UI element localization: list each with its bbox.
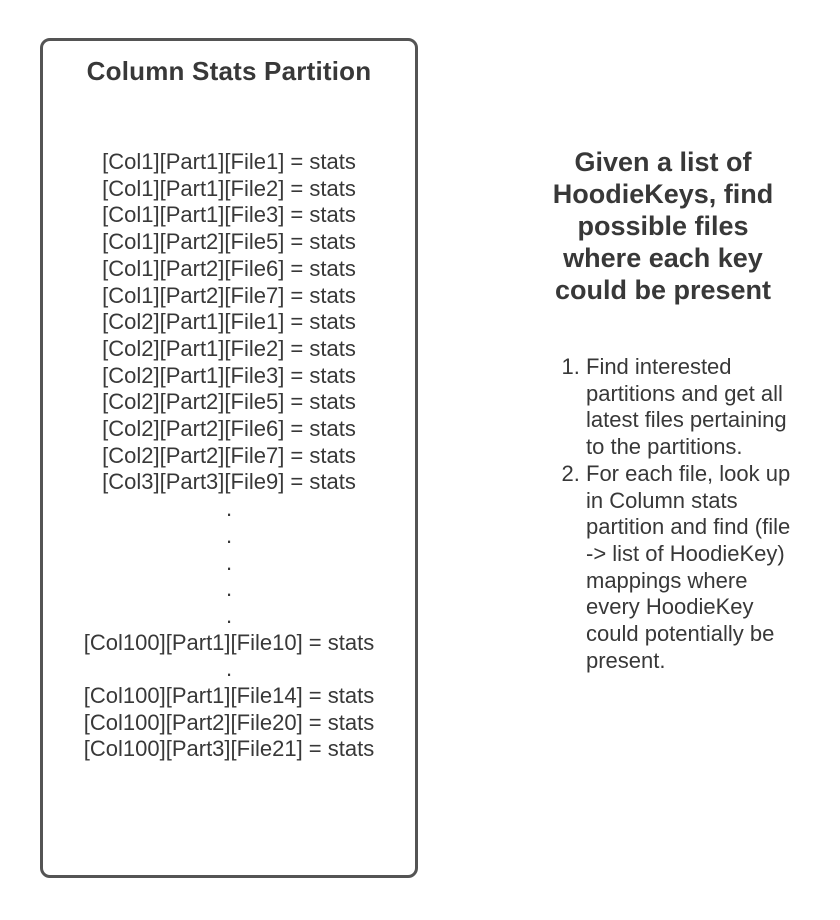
stats-entry: [Col1][Part1][File3] = stats bbox=[102, 202, 356, 228]
stats-entry: . bbox=[225, 656, 233, 682]
annotation-heading-line: Given a list of bbox=[574, 147, 752, 177]
stats-entry: [Col1][Part1][File2] = stats bbox=[102, 175, 356, 201]
stats-entry: . bbox=[225, 576, 233, 602]
stats-entry: . bbox=[225, 549, 233, 575]
column-stats-partition-box bbox=[40, 38, 418, 878]
stats-entry: [Col100][Part2][File20] = stats bbox=[83, 709, 375, 735]
annotation-heading-line: HoodieKeys, find bbox=[552, 179, 774, 209]
lookup-step: 1. Find interested partitions and get all latest files pertaining to the partitions. bbox=[586, 354, 794, 461]
box-title: Column Stats Partition bbox=[86, 56, 372, 86]
stats-entry: [Col1][Part2][File5] = stats bbox=[102, 229, 356, 255]
annotation-column bbox=[532, 146, 794, 674]
stats-entry: [Col2][Part2][File6] = stats bbox=[102, 416, 356, 442]
stats-entry: [Col2][Part1][File1] = stats bbox=[102, 309, 356, 335]
stats-entry: [Col100][Part3][File21] = stats bbox=[83, 736, 375, 762]
stats-entry: [Col2][Part2][File5] = stats bbox=[102, 389, 356, 415]
annotation-heading-line: where each key bbox=[563, 243, 763, 273]
stats-entry: [Col1][Part2][File7] = stats bbox=[102, 282, 356, 308]
annotation-heading-line: could be present bbox=[554, 275, 772, 305]
stats-entry: . bbox=[225, 522, 233, 548]
stats-entry: [Col1][Part1][File1] = stats bbox=[102, 149, 356, 174]
stats-entry: [Col3][Part3][File9] = stats bbox=[102, 469, 356, 495]
stats-entry: . bbox=[225, 496, 233, 522]
stats-entry: [Col1][Part2][File6] = stats bbox=[102, 255, 356, 281]
stats-entry: [Col100][Part1][File10] = stats bbox=[83, 629, 375, 655]
stats-entry: [Col2][Part1][File2] = stats bbox=[102, 335, 356, 361]
stats-entry: . bbox=[225, 602, 233, 628]
stats-entry: [Col100][Part1][File14] = stats bbox=[83, 683, 375, 709]
stats-entry-list bbox=[43, 149, 415, 763]
annotation-heading bbox=[532, 146, 794, 306]
lookup-steps-list bbox=[532, 354, 794, 674]
annotation-heading-line: possible files bbox=[577, 211, 749, 241]
lookup-step: 2. For each file, look up in Column stats partition and find (file -> list of HoodieKey) mappings where every HoodieKey could potentially be present. bbox=[586, 461, 794, 675]
stats-entry: [Col2][Part2][File7] = stats bbox=[102, 442, 356, 468]
stats-entry: [Col2][Part1][File3] = stats bbox=[102, 362, 356, 388]
